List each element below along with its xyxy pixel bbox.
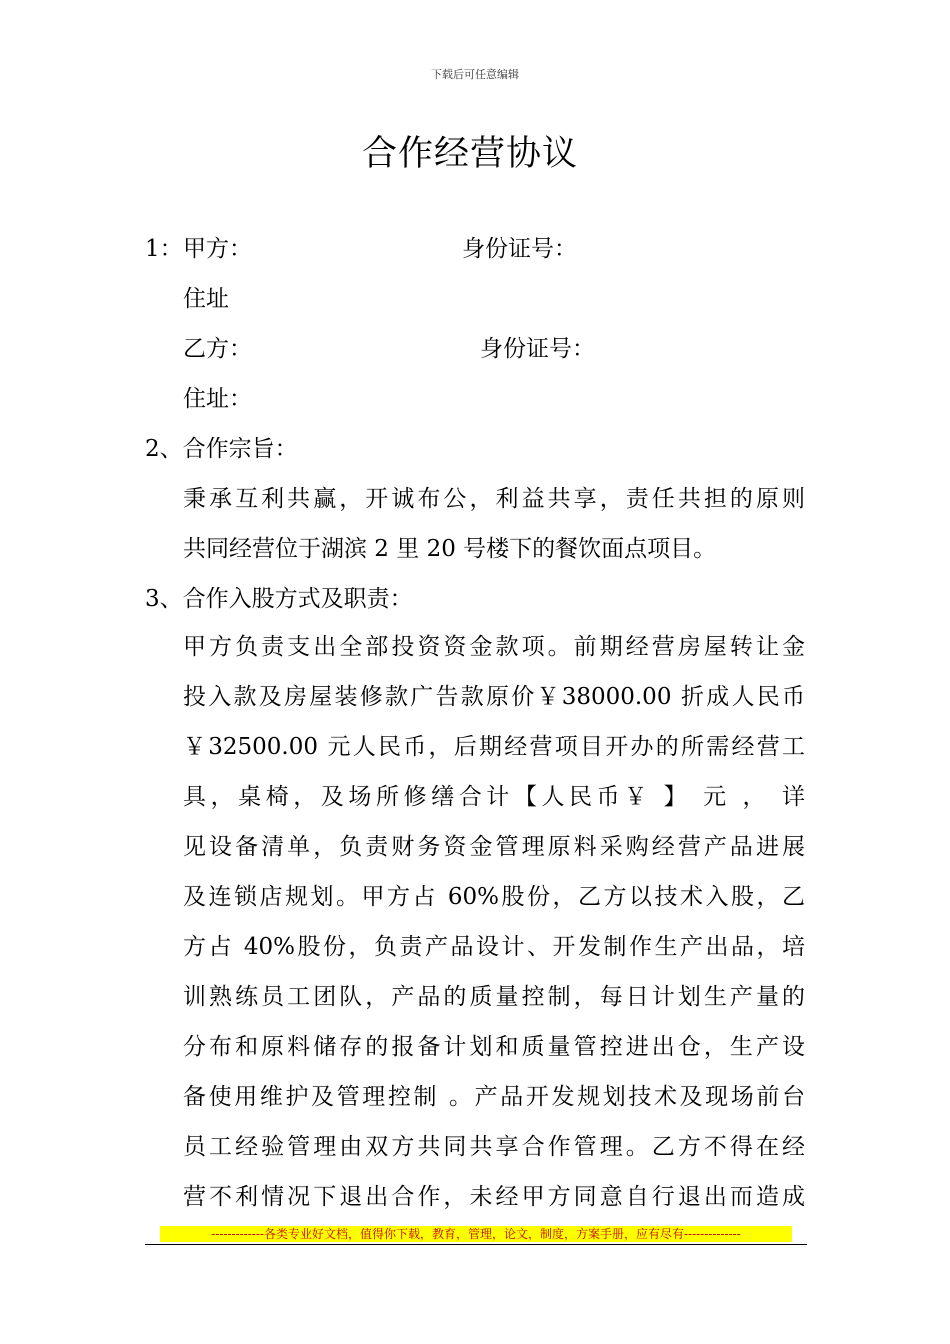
section-2-body xyxy=(183,474,805,574)
section-1-number: 1： xyxy=(145,236,183,262)
section-2-line: 共同经营位于湖滨 2 里 20 号楼下的餐饮面点项目。 xyxy=(183,536,717,562)
party-b-id-label: 身份证号： xyxy=(480,336,595,362)
document-title: 合作经营协议 xyxy=(361,134,578,174)
section-3-line: 甲方负责支出全部投资资金款项。前期经营房屋转让金 xyxy=(183,634,805,660)
section-3-line: 方占 40%股份，负责产品设计、开发制作生产出品，培 xyxy=(183,934,805,960)
section-3-line: 投入款及房屋装修款广告款原价￥38000.00 折成人民币 xyxy=(183,684,805,710)
section-2-heading: 2、合作宗旨： xyxy=(145,436,298,462)
party-b-label: 乙方： xyxy=(183,336,252,362)
party-a-id-label: 身份证号： xyxy=(462,236,577,262)
section-3-line: 及连锁店规划。甲方占 60%股份，乙方以技术入股，乙 xyxy=(183,884,805,910)
party-a-address-label: 住址 xyxy=(183,286,229,312)
section-3-line: 分布和原料储存的报备计划和质量管控进出仓，生产设 xyxy=(183,1034,805,1060)
footer-banner: -------------各类专业好文档，值得你下载，教育，管理，论文，制度，方案手册，应有尽有-------------- xyxy=(160,1226,792,1242)
section-3-line: 备使用维护及管理控制 。产品开发规划技术及现场前台 xyxy=(183,1084,805,1110)
section-2-line: 秉承互利共赢，开诚布公，利益共享，责任共担的原则 xyxy=(183,486,805,512)
section-3-body xyxy=(183,622,805,1222)
party-a-label: 甲方： xyxy=(183,236,252,262)
party-b-address-label: 住址： xyxy=(183,386,252,412)
section-3-line: 营不利情况下退出合作，未经甲方同意自行退出而造成 xyxy=(183,1184,805,1210)
section-3-heading: 3、合作入股方式及职责： xyxy=(145,586,413,612)
section-3-line: ￥32500.00 元人民币，后期经营项目开办的所需经营工 xyxy=(183,734,805,760)
header-note: 下载后可任意编辑 xyxy=(431,68,519,81)
section-3-line: 见设备清单，负责财务资金管理原料采购经营产品进展 xyxy=(183,834,805,860)
section-3-line: 训熟练员工团队，产品的质量控制，每日计划生产量的 xyxy=(183,984,805,1010)
footer-divider xyxy=(145,1244,807,1245)
section-3-line: 具，桌椅，及场所修缮合计【人民币￥ 】 元 ， 详 xyxy=(183,784,805,810)
section-3-line: 员工经验管理由双方共同共享合作管理。乙方不得在经 xyxy=(183,1134,805,1160)
